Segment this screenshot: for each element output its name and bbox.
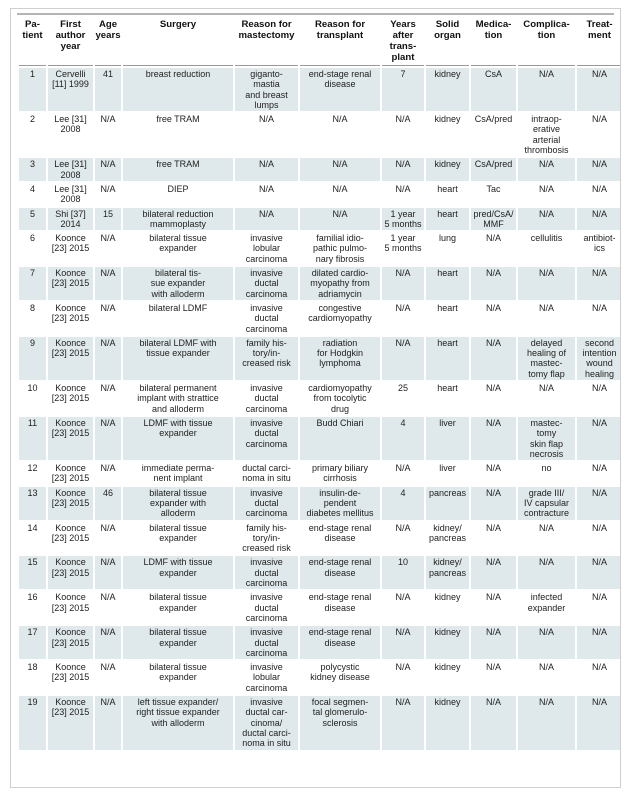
column-header-first-author-year: First author year (48, 18, 93, 66)
cell-reason-for-transplant: end-stage renal disease (300, 626, 380, 659)
cell-reason-for-transplant: primary biliary cirrhosis (300, 462, 380, 485)
cell-reason-for-transplant: N/A (300, 113, 380, 156)
cell-medication: CsA (471, 68, 516, 111)
cell-medication: N/A (471, 382, 516, 415)
cell-years-after-transplant: N/A (382, 626, 424, 659)
cell-first-author-year: Koonce [23] 2015 (48, 696, 93, 749)
cell-reason-for-mastectomy: invasive ductal carcinoma (235, 591, 298, 624)
cell-solid-organ: heart (426, 337, 469, 380)
column-header-reason-for-mastectomy: Reason for mastectomy (235, 18, 298, 66)
table-row (19, 462, 621, 485)
cell-complication: N/A (518, 158, 575, 181)
cell-complication: grade III/ IV capsular contracture (518, 487, 575, 520)
column-header-years-after-transplant: Years after trans- plant (382, 18, 424, 66)
cell-solid-organ: lung (426, 232, 469, 265)
cell-first-author-year: Koonce [23] 2015 (48, 302, 93, 335)
cell-solid-organ: heart (426, 267, 469, 300)
cell-treatment: N/A (577, 661, 621, 694)
cell-first-author-year: Cervelli [11] 1999 (48, 68, 93, 111)
cell-surgery: left tissue expander/ right tissue expander with alloderm (123, 696, 233, 749)
header-row (19, 18, 621, 66)
cell-first-author-year: Koonce [23] 2015 (48, 417, 93, 460)
cell-reason-for-mastectomy: N/A (235, 183, 298, 206)
cell-reason-for-mastectomy: N/A (235, 113, 298, 156)
cell-reason-for-transplant: end-stage renal disease (300, 68, 380, 111)
column-header-reason-for-transplant: Reason for transplant (300, 18, 380, 66)
cell-reason-for-mastectomy: invasive ductal carcinoma (235, 556, 298, 589)
cell-reason-for-transplant: focal segmen- tal glomerulo- sclerosis (300, 696, 380, 749)
cell-reason-for-transplant: end-stage renal disease (300, 522, 380, 555)
cell-reason-for-transplant: radiation for Hodgkin lymphoma (300, 337, 380, 380)
cell-complication: N/A (518, 68, 575, 111)
cell-years-after-transplant: N/A (382, 337, 424, 380)
cell-reason-for-transplant: congestive cardiomyopathy (300, 302, 380, 335)
cell-first-author-year: Koonce [23] 2015 (48, 232, 93, 265)
cell-reason-for-transplant: Budd Chiari (300, 417, 380, 460)
cell-first-author-year: Lee [31] 2008 (48, 183, 93, 206)
cell-age-years: 15 (95, 208, 121, 231)
cell-first-author-year: Koonce [23] 2015 (48, 661, 93, 694)
cell-patient: 3 (19, 158, 46, 181)
cell-complication: N/A (518, 696, 575, 749)
cell-complication: N/A (518, 626, 575, 659)
cell-complication: N/A (518, 267, 575, 300)
table-row (19, 158, 621, 181)
cell-age-years: N/A (95, 591, 121, 624)
cell-treatment: N/A (577, 591, 621, 624)
cell-solid-organ: liver (426, 462, 469, 485)
cell-years-after-transplant: 7 (382, 68, 424, 111)
column-header-complication: Complica- tion (518, 18, 575, 66)
column-header-surgery: Surgery (123, 18, 233, 66)
cell-surgery: bilateral LDMF (123, 302, 233, 335)
cell-surgery: breast reduction (123, 68, 233, 111)
cell-years-after-transplant: N/A (382, 158, 424, 181)
cell-age-years: N/A (95, 183, 121, 206)
cell-medication: N/A (471, 522, 516, 555)
cell-surgery: free TRAM (123, 113, 233, 156)
cell-patient: 10 (19, 382, 46, 415)
cell-reason-for-transplant: dilated cardio- myopathy from adriamycin (300, 267, 380, 300)
cell-reason-for-mastectomy: family his- tory/in- creased risk (235, 522, 298, 555)
table-row (19, 267, 621, 300)
cell-reason-for-mastectomy: invasive lobular carcinoma (235, 661, 298, 694)
table-frame (10, 8, 621, 788)
cell-patient: 18 (19, 661, 46, 694)
cell-first-author-year: Lee [31] 2008 (48, 158, 93, 181)
cell-patient: 12 (19, 462, 46, 485)
cell-patient: 9 (19, 337, 46, 380)
table-row (19, 208, 621, 231)
cell-reason-for-transplant: polycystic kidney disease (300, 661, 380, 694)
cell-treatment: N/A (577, 462, 621, 485)
cell-patient: 5 (19, 208, 46, 231)
cell-solid-organ: kidney/ pancreas (426, 522, 469, 555)
cell-reason-for-mastectomy: N/A (235, 208, 298, 231)
cell-reason-for-mastectomy: invasive ductal carcinoma (235, 626, 298, 659)
cell-patient: 13 (19, 487, 46, 520)
cell-surgery: bilateral tissue expander (123, 661, 233, 694)
cell-complication: N/A (518, 661, 575, 694)
cell-complication: cellulitis (518, 232, 575, 265)
cell-treatment: N/A (577, 556, 621, 589)
cell-years-after-transplant: N/A (382, 696, 424, 749)
cell-reason-for-transplant: N/A (300, 158, 380, 181)
cell-reason-for-mastectomy: family his- tory/in- creased risk (235, 337, 298, 380)
cell-age-years: N/A (95, 696, 121, 749)
cell-years-after-transplant: N/A (382, 661, 424, 694)
cell-treatment: second intention wound healing (577, 337, 621, 380)
cell-years-after-transplant: 25 (382, 382, 424, 415)
cell-treatment: N/A (577, 522, 621, 555)
cell-first-author-year: Lee [31] 2008 (48, 113, 93, 156)
cell-medication: N/A (471, 556, 516, 589)
cell-years-after-transplant: 1 year 5 months (382, 208, 424, 231)
cell-medication: CsA/pred (471, 158, 516, 181)
cell-medication: N/A (471, 462, 516, 485)
cell-treatment: N/A (577, 113, 621, 156)
cell-age-years: N/A (95, 113, 121, 156)
cell-patient: 6 (19, 232, 46, 265)
cell-age-years: N/A (95, 337, 121, 380)
cell-reason-for-mastectomy: invasive ductal carcinoma (235, 417, 298, 460)
cell-first-author-year: Koonce [23] 2015 (48, 556, 93, 589)
cell-reason-for-transplant: cardiomyopathy from tocolytic drug (300, 382, 380, 415)
cell-treatment: N/A (577, 382, 621, 415)
cell-surgery: LDMF with tissue expander (123, 556, 233, 589)
cell-complication: N/A (518, 522, 575, 555)
table-row (19, 113, 621, 156)
cell-medication: N/A (471, 696, 516, 749)
cell-age-years: N/A (95, 522, 121, 555)
cell-age-years: N/A (95, 158, 121, 181)
cell-medication: pred/CsA/ MMF (471, 208, 516, 231)
cell-years-after-transplant: N/A (382, 302, 424, 335)
cell-medication: N/A (471, 267, 516, 300)
cell-medication: N/A (471, 337, 516, 380)
cell-reason-for-transplant: N/A (300, 183, 380, 206)
cell-solid-organ: kidney (426, 68, 469, 111)
column-header-medication: Medica- tion (471, 18, 516, 66)
cell-solid-organ: kidney (426, 661, 469, 694)
cell-patient: 8 (19, 302, 46, 335)
cell-solid-organ: kidney (426, 113, 469, 156)
cell-years-after-transplant: N/A (382, 462, 424, 485)
cell-first-author-year: Koonce [23] 2015 (48, 462, 93, 485)
cell-surgery: DIEP (123, 183, 233, 206)
cell-years-after-transplant: 1 year 5 months (382, 232, 424, 265)
cell-reason-for-mastectomy: invasive ductal carcinoma (235, 267, 298, 300)
column-header-age-years: Age years (95, 18, 121, 66)
table-row (19, 591, 621, 624)
cell-age-years: N/A (95, 626, 121, 659)
cell-first-author-year: Koonce [23] 2015 (48, 591, 93, 624)
cell-reason-for-transplant: familial idio- pathic pulmo- nary fibrosis (300, 232, 380, 265)
cell-patient: 19 (19, 696, 46, 749)
cell-solid-organ: kidney/ pancreas (426, 556, 469, 589)
cell-treatment: antibiot- ics (577, 232, 621, 265)
cell-complication: delayed healing of mastec- tomy flap (518, 337, 575, 380)
cell-years-after-transplant: N/A (382, 522, 424, 555)
cell-surgery: bilateral tissue expander (123, 232, 233, 265)
cell-treatment: N/A (577, 158, 621, 181)
cell-treatment: N/A (577, 487, 621, 520)
cell-treatment: N/A (577, 417, 621, 460)
cell-reason-for-mastectomy: invasive lobular carcinoma (235, 232, 298, 265)
cell-patient: 17 (19, 626, 46, 659)
cell-medication: Tac (471, 183, 516, 206)
cell-medication: N/A (471, 626, 516, 659)
cell-surgery: bilateral tis- sue expander with alloderm (123, 267, 233, 300)
cell-complication: mastec- tomy skin flap necrosis (518, 417, 575, 460)
cell-treatment: N/A (577, 68, 621, 111)
cell-years-after-transplant: N/A (382, 113, 424, 156)
cell-treatment: N/A (577, 696, 621, 749)
cell-solid-organ: heart (426, 208, 469, 231)
cell-surgery: immediate perma- nent implant (123, 462, 233, 485)
table-row (19, 183, 621, 206)
cell-medication: CsA/pred (471, 113, 516, 156)
cell-treatment: N/A (577, 183, 621, 206)
cell-age-years: N/A (95, 382, 121, 415)
cell-solid-organ: pancreas (426, 487, 469, 520)
column-header-solid-organ: Solid organ (426, 18, 469, 66)
cell-surgery: bilateral tissue expander (123, 522, 233, 555)
cell-complication: N/A (518, 302, 575, 335)
cell-years-after-transplant: 10 (382, 556, 424, 589)
table-row (19, 696, 621, 749)
cell-age-years: N/A (95, 417, 121, 460)
cell-solid-organ: kidney (426, 158, 469, 181)
cell-medication: N/A (471, 661, 516, 694)
cell-years-after-transplant: 4 (382, 417, 424, 460)
cell-years-after-transplant: 4 (382, 487, 424, 520)
cell-patient: 16 (19, 591, 46, 624)
cell-complication: N/A (518, 382, 575, 415)
cell-patient: 7 (19, 267, 46, 300)
cell-reason-for-mastectomy: N/A (235, 158, 298, 181)
cell-age-years: N/A (95, 556, 121, 589)
table-row (19, 68, 621, 111)
cell-complication: N/A (518, 208, 575, 231)
table-body (19, 68, 621, 750)
cell-years-after-transplant: N/A (382, 267, 424, 300)
cell-solid-organ: liver (426, 417, 469, 460)
table-row (19, 487, 621, 520)
cell-first-author-year: Koonce [23] 2015 (48, 382, 93, 415)
cell-first-author-year: Koonce [23] 2015 (48, 267, 93, 300)
table-row (19, 661, 621, 694)
cell-treatment: N/A (577, 267, 621, 300)
cell-medication: N/A (471, 487, 516, 520)
cell-reason-for-transplant: N/A (300, 208, 380, 231)
table-row (19, 626, 621, 659)
cell-complication: infected expander (518, 591, 575, 624)
table-row (19, 522, 621, 555)
column-header-treatment: Treat- ment (577, 18, 621, 66)
cell-medication: N/A (471, 591, 516, 624)
table-row (19, 382, 621, 415)
cell-medication: N/A (471, 302, 516, 335)
cell-years-after-transplant: N/A (382, 591, 424, 624)
top-rule (17, 13, 614, 15)
cell-age-years: 41 (95, 68, 121, 111)
cell-medication: N/A (471, 417, 516, 460)
cell-patient: 15 (19, 556, 46, 589)
cell-complication: no (518, 462, 575, 485)
cell-age-years: N/A (95, 302, 121, 335)
column-header-patient: Pa- tient (19, 18, 46, 66)
cell-complication: N/A (518, 183, 575, 206)
cell-age-years: N/A (95, 232, 121, 265)
cell-medication: N/A (471, 232, 516, 265)
cell-first-author-year: Koonce [23] 2015 (48, 337, 93, 380)
patients-table (17, 16, 621, 752)
cell-treatment: N/A (577, 626, 621, 659)
cell-solid-organ: heart (426, 183, 469, 206)
cell-age-years: 46 (95, 487, 121, 520)
cell-age-years: N/A (95, 267, 121, 300)
cell-patient: 2 (19, 113, 46, 156)
cell-surgery: bilateral tissue expander (123, 591, 233, 624)
table-row (19, 417, 621, 460)
cell-treatment: N/A (577, 208, 621, 231)
cell-patient: 4 (19, 183, 46, 206)
cell-surgery: bilateral tissue expander with alloderm (123, 487, 233, 520)
table-row (19, 232, 621, 265)
cell-surgery: bilateral permanent implant with strattice and alloderm (123, 382, 233, 415)
cell-age-years: N/A (95, 661, 121, 694)
cell-surgery: bilateral tissue expander (123, 626, 233, 659)
cell-reason-for-mastectomy: invasive ductal carcinoma (235, 302, 298, 335)
cell-reason-for-transplant: insulin-de- pendent diabetes mellitus (300, 487, 380, 520)
cell-solid-organ: heart (426, 302, 469, 335)
cell-treatment: N/A (577, 302, 621, 335)
cell-reason-for-mastectomy: invasive ductal car- cinoma/ ductal carci- noma in situ (235, 696, 298, 749)
cell-age-years: N/A (95, 462, 121, 485)
cell-solid-organ: kidney (426, 626, 469, 659)
table-row (19, 302, 621, 335)
cell-first-author-year: Koonce [23] 2015 (48, 522, 93, 555)
cell-first-author-year: Koonce [23] 2015 (48, 487, 93, 520)
cell-solid-organ: kidney (426, 696, 469, 749)
cell-reason-for-mastectomy: invasive ductal carcinoma (235, 382, 298, 415)
cell-surgery: bilateral reduction mammoplasty (123, 208, 233, 231)
cell-reason-for-mastectomy: invasive ductal carcinoma (235, 487, 298, 520)
cell-reason-for-transplant: end-stage renal disease (300, 591, 380, 624)
cell-surgery: LDMF with tissue expander (123, 417, 233, 460)
cell-solid-organ: heart (426, 382, 469, 415)
cell-reason-for-transplant: end-stage renal disease (300, 556, 380, 589)
cell-solid-organ: kidney (426, 591, 469, 624)
cell-patient: 1 (19, 68, 46, 111)
table-row (19, 556, 621, 589)
cell-surgery: bilateral LDMF with tissue expander (123, 337, 233, 380)
cell-reason-for-mastectomy: ductal carci- noma in situ (235, 462, 298, 485)
cell-reason-for-mastectomy: giganto- mastia and breast lumps (235, 68, 298, 111)
cell-years-after-transplant: N/A (382, 183, 424, 206)
cell-patient: 14 (19, 522, 46, 555)
cell-surgery: free TRAM (123, 158, 233, 181)
cell-patient: 11 (19, 417, 46, 460)
cell-complication: N/A (518, 556, 575, 589)
cell-first-author-year: Koonce [23] 2015 (48, 626, 93, 659)
cell-first-author-year: Shi [37] 2014 (48, 208, 93, 231)
cell-complication: intraop- erative arterial thrombosis (518, 113, 575, 156)
table-row (19, 337, 621, 380)
